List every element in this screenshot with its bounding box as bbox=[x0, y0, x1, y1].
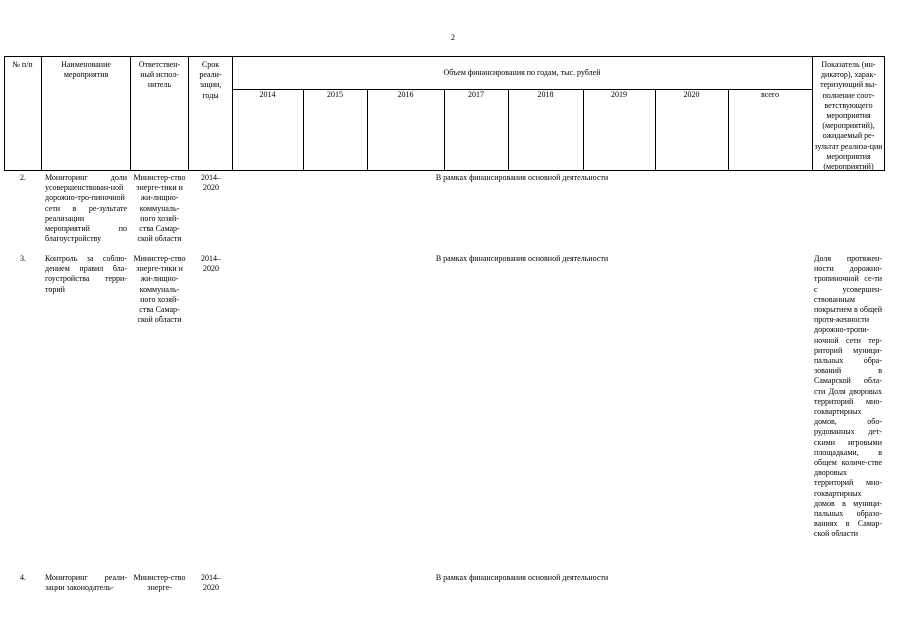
year-2020: 2020 bbox=[683, 90, 700, 99]
row-indicator: Доля протяжен-ности дорожно-тропиночной се-ти с усовершен-ствованным покрытием в общей протя-женности дорожно-тропи-ночной сети тер-риторий муници-пальных обра-зований в Самарской обла-сти Доля дворовых территорий мно-гоквартирных домов, обо-рудованных дет-скими игровыми площадками, в общем количе-стве дворовых территорий мно-гоквартирных домов в муници-пальных образо-ваниях в Самар-ской области bbox=[814, 254, 882, 539]
row-term: 2014–2020 bbox=[201, 254, 221, 274]
year-2018: 2018 bbox=[537, 90, 554, 99]
row-name: Контроль за соблю-дением правил бла-гоустройства терри-торий bbox=[45, 254, 127, 294]
row-term: 2014–2020 bbox=[201, 573, 221, 593]
row-number: 4. bbox=[20, 573, 26, 582]
row-term: 2014–2020 bbox=[201, 173, 221, 193]
row-name: Мониторинг реали-зации законодатель- bbox=[45, 573, 127, 593]
year-total: всего bbox=[760, 90, 779, 99]
header-term: Срок реали-зации, годы bbox=[199, 60, 222, 100]
header-name: Наименование мероприятия bbox=[61, 60, 111, 80]
year-2014: 2014 bbox=[259, 90, 276, 99]
row-funding: В рамках финансирования основной деятельности bbox=[435, 254, 609, 263]
header-num: № п/п bbox=[12, 60, 33, 69]
year-2016: 2016 bbox=[397, 90, 414, 99]
header-indicator: Показатель (ин-дикатор), харак-теризующий вы-полнение соот-ветствующего мероприятия (мероприятий), ожидаемый ре-зультат реализа-ции мероприятия (мероприятий) bbox=[814, 60, 883, 172]
year-2019: 2019 bbox=[611, 90, 627, 99]
header-funding-title: Объем финансирования по годам, тыс. рублей bbox=[443, 68, 601, 77]
row-number: 3. bbox=[20, 254, 26, 263]
row-responsible: Министер-ство энерге-тики и жи-лищно-коммуналь-ного хозяй-ства Самар-ской области bbox=[133, 173, 186, 244]
row-name: Мониторинг доли усовершенствован-ной дорожно-тро-пиночной сети в ре-зультате реализации мероприятий по благоустройству bbox=[45, 173, 127, 244]
header-responsible: Ответствен-ный испол-нитель bbox=[138, 60, 181, 90]
row-responsible: Министер-ство энерге-тики и жи-лищно-коммуналь-ного хозяй-ства Самар-ской области bbox=[133, 254, 186, 325]
page-number: 2 bbox=[451, 33, 455, 42]
row-responsible: Министер-ство энерге- bbox=[133, 573, 186, 593]
row-funding: В рамках финансирования основной деятельности bbox=[435, 573, 609, 582]
year-2017: 2017 bbox=[468, 90, 484, 99]
row-number: 2. bbox=[20, 173, 26, 182]
row-funding: В рамках финансирования основной деятельности bbox=[435, 173, 609, 182]
year-2015: 2015 bbox=[327, 90, 343, 99]
